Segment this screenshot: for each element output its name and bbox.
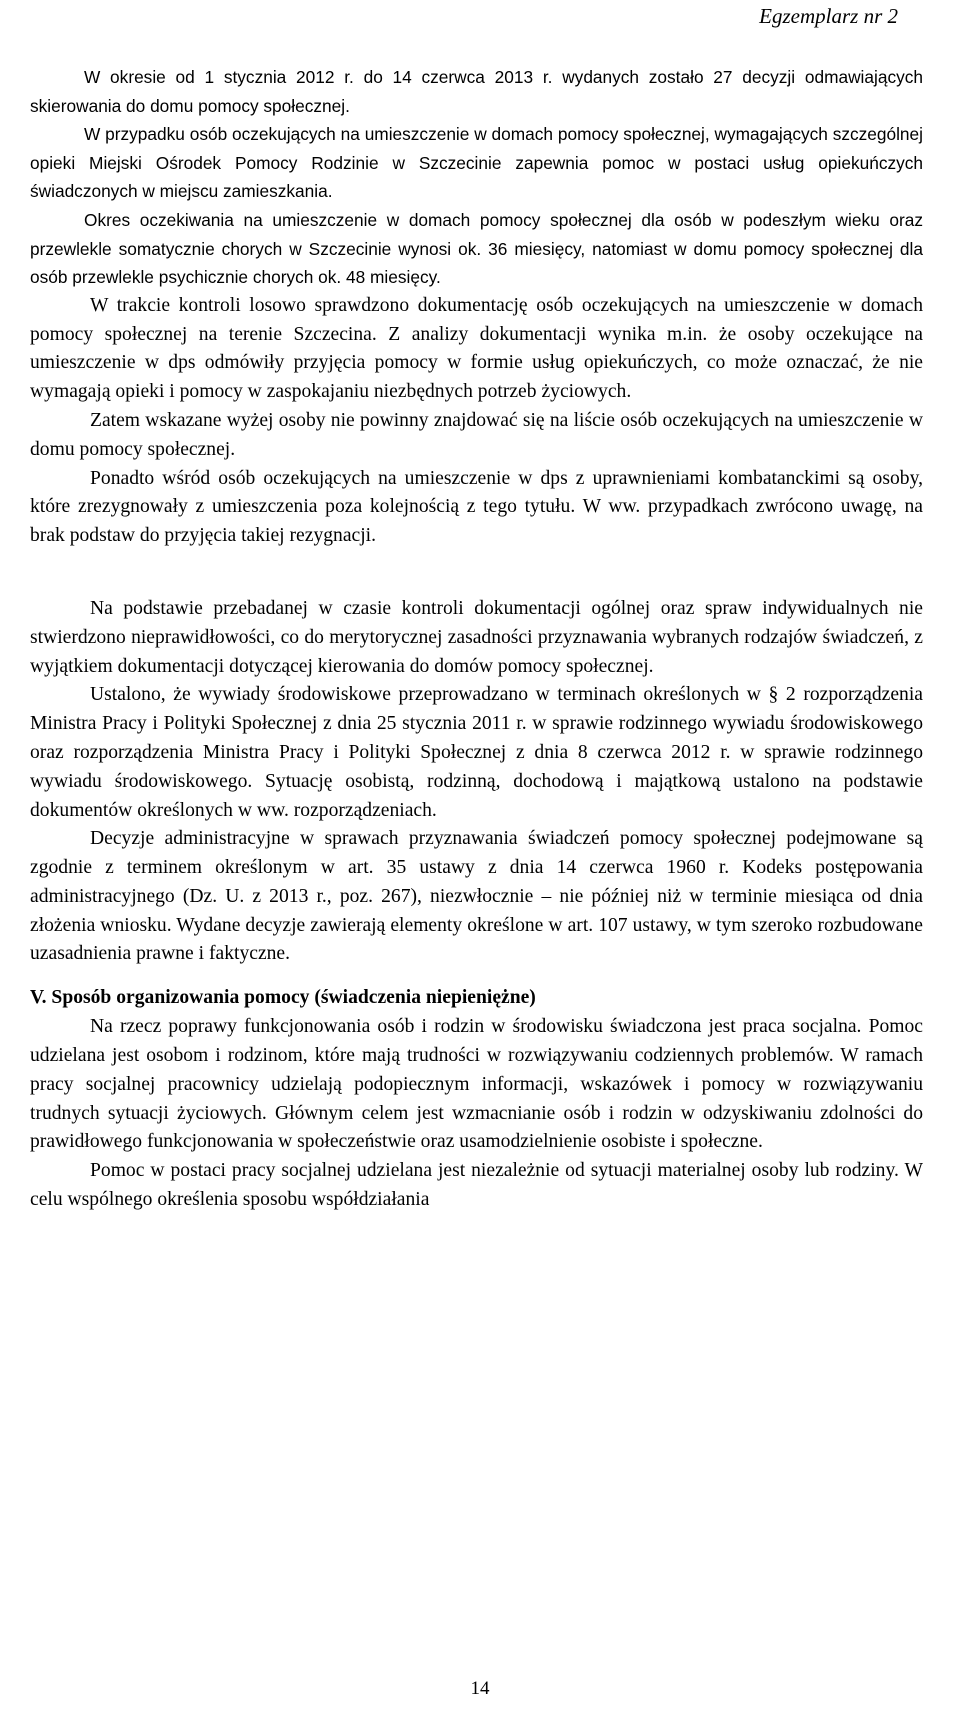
- paragraph-waiting-list: Zatem wskazane wyżej osoby nie powinny znajdować się na liście osób oczekujących na umieszczenie w domu pomocy społecznej.: [30, 409, 923, 460]
- serif-block-2: [30, 595, 923, 969]
- paragraph-no-irregularities: Na podstawie przebadanej w czasie kontroli dokumentacji ogólnej oraz spraw indywidualnych nie stwierdzono nieprawidłowości, co do merytorycznej zasadności przyznawania wybranych rodzajów świadczeń, z wyjątkiem dokumentacji dotyczącej kierowania do domów pomocy społecznej.: [30, 597, 923, 677]
- paragraph-documentation-review: W trakcie kontroli losowo sprawdzono dokumentację osób oczekujących na umieszczenie w domach pomocy społecznej na terenie Szczecina. Z analizy dokumentacji wynika m.in. że osoby oczekujące na umieszczenie w dps odmówiły przyjęcia pomocy w formie usług opiekuńczych, co może oznaczać, że nie wymagają opieki i pomocy w zaspokajaniu niezbędnych potrzeb życiowych.: [30, 294, 923, 403]
- spacer: [30, 551, 923, 595]
- paragraph-veterans: Ponadto wśród osób oczekujących na umieszczenie w dps z uprawnieniami kombatanckimi są osoby, które zrezygnowały z umieszczenia poza kolejnością z tego tytułu. W ww. przypadkach zwrócono uwagę, na brak podstaw do przyjęcia takiej rezygnacji.: [30, 467, 923, 547]
- paragraph-interviews: Ustalono, że wywiady środowiskowe przeprowadzano w terminach określonych w § 2 rozporządzenia Ministra Pracy i Polityki Społecznej z dnia 25 stycznia 2011 r. w sprawie rodzinnego wywiadu środowiskowego oraz rozporządzenia Ministra Pracy i Polityki Społecznej z dnia 8 czerwca 2012 r. w sprawie rodzinnego wywiadu środowiskowego. Sytuację osobistą, rodzinną, dochodową i majątkową ustalono na podstawie dokumentów określonych w ww. rozporządzeniach.: [30, 684, 923, 821]
- paragraph-waiting-time: Okres oczekiwania na umieszczenie w domach pomocy społecznej dla osób w podeszłym wieku oraz przewlekle somatycznie chorych w Szczecinie wynosi ok. 36 miesięcy, natomiast w domu pomocy społecznej dla osób przewlekle psychicznie chorych ok. 48 miesięcy.: [30, 209, 923, 288]
- paragraph-decisions-count: W okresie od 1 stycznia 2012 r. do 14 czerwca 2013 r. wydanych zostało 27 decyzji odmawiających skierowania do domu pomocy społecznej.: [30, 67, 923, 116]
- paragraph-social-work: Na rzecz poprawy funkcjonowania osób i rodzin w środowisku świadczona jest praca socjalna. Pomoc udzielana jest osobom i rodzinom, które mają trudności w rozwiązywaniu codziennych problemów. W ramach pracy socjalnej pracownicy udzielają podopiecznym informacji, wskazówek i pomocy w rozwiązywaniu trudnych sytuacji życiowych. Głównym celem jest wzmacnianie osób i rodzin w odzyskiwaniu zdolności do prawidłowego funkcjonowania w społeczeństwie oraz usamodzielnienie osobiste i społeczne.: [30, 1016, 923, 1153]
- paragraph-care-services: W przypadku osób oczekujących na umieszczenie w domach pomocy społecznej, wymagających szczególnej opieki Miejski Ośrodek Pomocy Rodzinie w Szczecinie zapewnia pomoc w postaci usług opiekuńczych świadczonych w miejscu zamieszkania.: [30, 124, 923, 202]
- spacer: [30, 969, 923, 983]
- serif-block-3: [30, 1013, 923, 1215]
- document-body: [30, 63, 923, 1215]
- paragraph-decisions: Decyzje administracyjne w sprawach przyznawania świadczeń pomocy społecznej podejmowane są zgodnie z terminem określonym w art. 35 ustawy z dnia 14 czerwca 1960 r. Kodeks postępowania administracyjnego (Dz. U. z 2013 r., poz. 267), niezwłocznie – nie później niż w terminie miesiąca od dnia złożenia wniosku. Wydane decyzje zawierają elementy określone w art. 107 ustawy, w tym szeroko rozbudowane uzasadnienia prawne i faktyczne.: [30, 828, 923, 965]
- page-number: 14: [470, 1678, 490, 1699]
- copy-label: Egzemplarz nr 2: [759, 4, 898, 28]
- sans-block: [30, 63, 923, 292]
- paragraph-social-work-continued: Pomoc w postaci pracy socjalnej udzielana jest niezależnie od sytuacji materialnej osoby lub rodziny. W celu wspólnego określenia sposobu współdziałania: [30, 1160, 923, 1211]
- section-heading: V. Sposób organizowania pomocy (świadczenia niepieniężne): [30, 987, 536, 1009]
- serif-block-1: [30, 292, 923, 551]
